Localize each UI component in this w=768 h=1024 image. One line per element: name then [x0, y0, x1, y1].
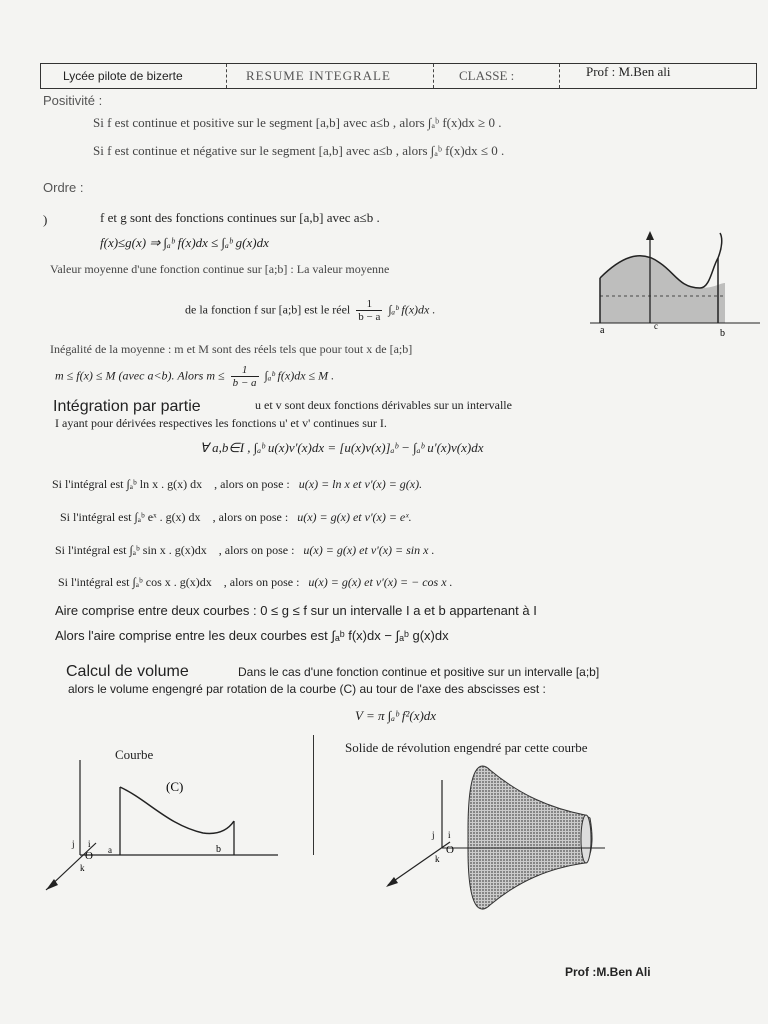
ipp-case-choice: u(x) = ln x et v'(x) = g(x).	[298, 477, 423, 491]
ipp-line-1: u et v sont deux fonctions dérivables sur un intervalle	[255, 398, 512, 412]
header-bar	[40, 63, 757, 89]
curve-label-o: O	[85, 850, 93, 862]
volume-line-1: Dans le cas d'une fonction continue et positive sur un intervalle [a;b]	[238, 665, 600, 679]
header-title: RESUME INTEGRALE	[246, 68, 391, 83]
figure-divider	[313, 735, 314, 855]
valeur-moyenne-pre: de la fonction f sur [a;b] est le réel	[185, 302, 351, 317]
curve-figure	[38, 755, 283, 900]
inegalite-pre: m ≤ f(x) ≤ M (avec a<b). Alors m ≤	[55, 368, 225, 383]
figure-right-title: Solide de révolution engendré par cette courbe	[345, 740, 588, 755]
section-heading-positivite: Positivité :	[43, 93, 103, 108]
curve-label-b: b	[216, 844, 221, 855]
ipp-case-integral: Si l'intégral est ∫ₐᵇ sin x . g(x)dx	[55, 543, 207, 557]
section-heading-volume: Calcul de volume	[66, 663, 189, 680]
ipp-case-4	[58, 575, 453, 590]
figure-left-title: Courbe	[115, 747, 154, 762]
header-classe: CLASSE :	[459, 68, 515, 83]
volume-line-2: alors le volume engengré par rotation de la courbe (C) au tour de l'axe des abscisses est :	[68, 682, 546, 696]
solid-label-i: i	[448, 830, 451, 840]
ipp-case-pose: , alors on pose :	[218, 543, 295, 557]
section-heading-ipp: Intégration par partie	[53, 398, 201, 415]
section-heading-ordre: Ordre :	[43, 180, 84, 195]
ipp-case-integral: Si l'intégral est ∫ₐᵇ cos x . g(x)dx	[58, 575, 212, 589]
curve-label-j: j	[72, 839, 75, 849]
solid-of-revolution-figure	[380, 760, 620, 920]
ipp-case-choice: u(x) = g(x) et v'(x) = eˣ.	[297, 510, 412, 524]
curve-label-i: i	[88, 839, 91, 849]
ipp-case-pose: , alors on pose :	[214, 477, 290, 491]
ordre-line-1: f et g sont des fonctions continues sur [a,b] avec a≤b .	[100, 210, 380, 225]
inegalite-line-1: Inégalité de la moyenne : m et M sont des réels tels que pour tout x de [a;b]	[50, 342, 413, 356]
header-divider	[226, 64, 227, 88]
aire-line-2: Alors l'aire comprise entre les deux courbes est ∫ₐᵇ f(x)dx − ∫ₐᵇ g(x)dx	[55, 628, 449, 643]
positivite-line-2: Si f est continue et négative sur le segment [a,b] avec a≤b , alors ∫ₐᵇ f(x)dx ≤ 0 .	[93, 143, 505, 158]
ipp-case-2	[60, 510, 412, 525]
inegalite-line-2	[55, 364, 334, 389]
ordre-bracket: )	[43, 212, 48, 227]
frac-num: 1	[356, 298, 382, 311]
header-divider	[433, 64, 434, 88]
solid-label-k: k	[435, 854, 440, 864]
ipp-case-choice: u(x) = g(x) et v'(x) = − cos x .	[308, 575, 453, 589]
positivite-line-1: Si f est continue et positive sur le segment [a,b] avec a≤b , alors ∫ₐᵇ f(x)dx ≥ 0 .	[93, 115, 502, 130]
solid-label-o: O	[446, 844, 454, 856]
graph1-label-a: a	[600, 325, 605, 336]
inegalite-post: ∫ₐᵇ f(x)dx ≤ M .	[264, 368, 335, 383]
valeur-moyenne-post: ∫ₐᵇ f(x)dx .	[388, 302, 436, 317]
footer-prof: Prof :M.Ben Ali	[565, 965, 651, 979]
graph1-label-b: b	[720, 328, 725, 338]
header-prof: Prof : M.Ben ali	[586, 64, 671, 79]
ordre-line-2: f(x)≤g(x) ⇒ ∫ₐᵇ f(x)dx ≤ ∫ₐᵇ g(x)dx	[100, 235, 269, 250]
ipp-case-pose: , alors on pose :	[212, 510, 289, 524]
ipp-case-integral: Si l'intégral est ∫ₐᵇ eˣ . g(x) dx	[60, 510, 201, 524]
ipp-formula: ∀ a,b∈I , ∫ₐᵇ u(x)v'(x)dx = [u(x)v(x)]ₐᵇ − ∫ₐᵇ u'(x)v(x)dx	[200, 440, 484, 455]
ipp-case-1	[52, 477, 422, 492]
frac-den: b − a	[358, 311, 381, 323]
volume-formula: V = π ∫ₐᵇ f²(x)dx	[355, 708, 437, 723]
ipp-case-3	[55, 543, 434, 558]
valeur-moyenne-line-1: Valeur moyenne d'une fonction continue sur [a;b] : La valeur moyenne	[50, 262, 390, 276]
valeur-moyenne-line-2	[185, 298, 435, 323]
curve-label-a: a	[108, 845, 112, 855]
header-school: Lycée pilote de bizerte	[63, 69, 183, 83]
frac-num: 1	[231, 364, 259, 377]
curve-label-k: k	[80, 863, 85, 873]
frac-den: b − a	[232, 377, 257, 389]
ipp-line-2: I ayant pour dérivées respectives les fonctions u' et v' continues sur I.	[55, 416, 387, 430]
header-divider	[559, 64, 560, 88]
solid-label-j: j	[432, 830, 435, 840]
mean-value-graph	[590, 228, 760, 338]
aire-line-1: Aire comprise entre deux courbes : 0 ≤ g ≤ f sur un intervalle I a et b appartenant à I	[55, 603, 537, 618]
ipp-case-integral: Si l'intégral est ∫ₐᵇ ln x . g(x) dx	[52, 477, 203, 491]
curve-label-c: (C)	[166, 779, 184, 794]
ipp-case-choice: u(x) = g(x) et v'(x) = sin x .	[303, 543, 435, 557]
ipp-case-pose: , alors on pose :	[223, 575, 300, 589]
graph1-label-c: c	[654, 321, 658, 331]
